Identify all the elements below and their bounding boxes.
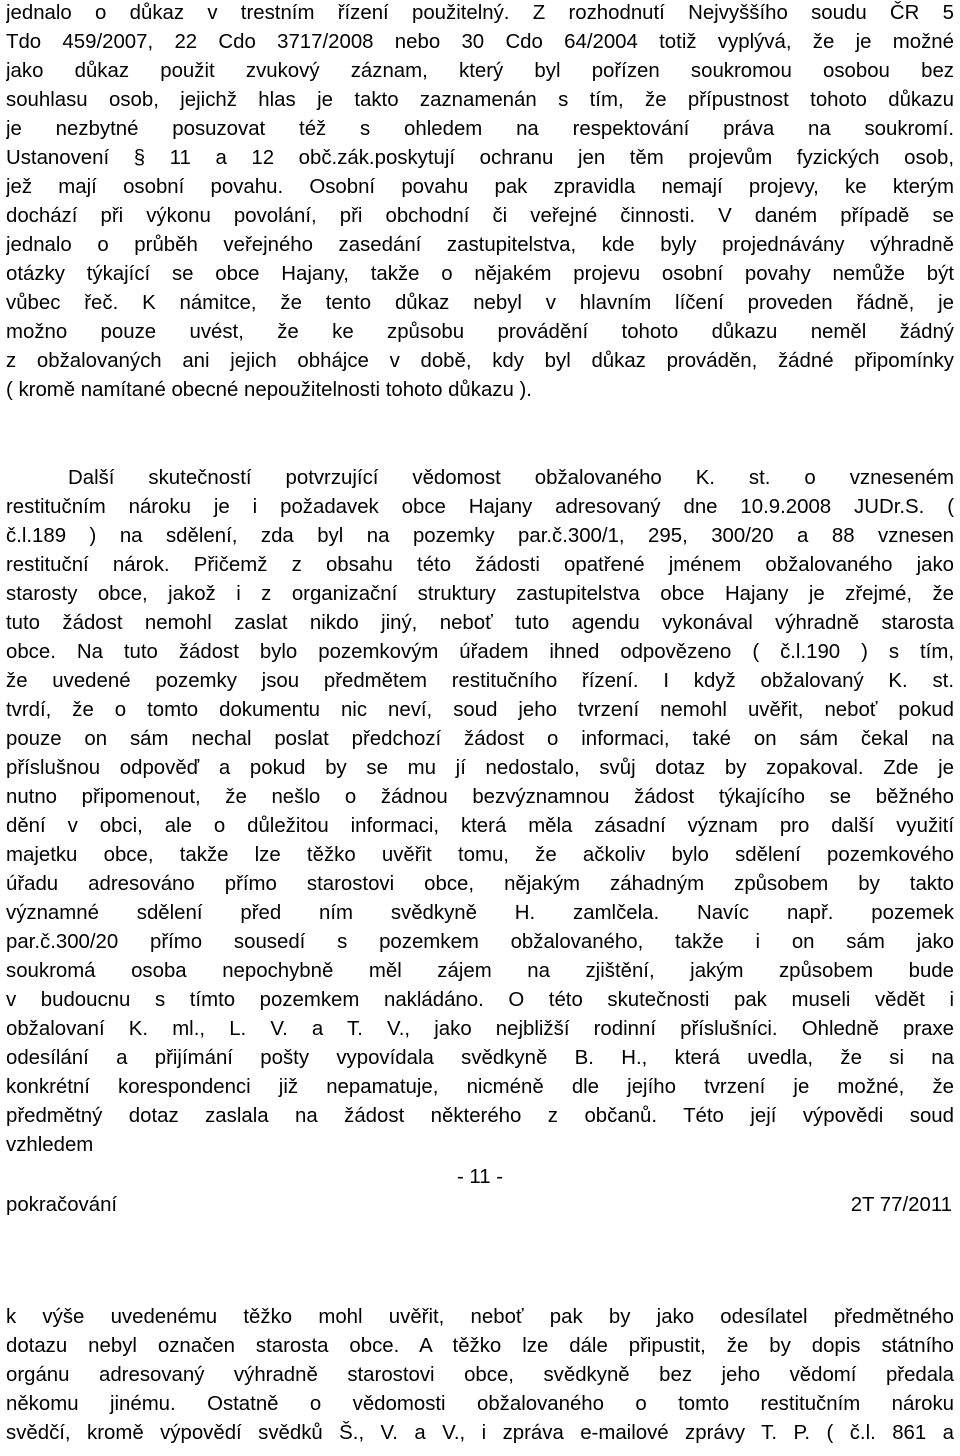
text-line: dochází při výkonu povolání, při obchodní či veřejné činnosti. V daném případě se <box>6 205 954 227</box>
text-line: svědčí, kromě výpovědí svědků Š., V. a V., i zpráva e-mailové zprávy T. P. ( č.l. 861 a <box>6 1422 954 1444</box>
text-line: konkrétní korespondenci již nepamatuje, nicméně dle jejího tvrzení je možné, že <box>6 1076 954 1098</box>
text-line: jež mají osobní povahu. Osobní povahu pak zpravidla nemají projevy, ke kterým <box>6 176 954 198</box>
text-line: jednalo o důkaz v trestním řízení použitelný. Z rozhodnutí Nejvyššího soudu ČR 5 <box>6 2 954 24</box>
text-line: v budoucnu s tímto pozemkem nakládáno. O této skutečnosti pak museli vědět i <box>6 989 954 1011</box>
text-line: soukromá osoba nepochybně měl zájem na zjištění, jakým způsobem bude <box>6 960 954 982</box>
text-line: dění v obci, ale o důležitou informaci, která měla zásadní význam pro další využití <box>6 815 954 837</box>
text-line: restitučním nároku je i požadavek obce Hajany adresovaný dne 10.9.2008 JUDr.S. ( <box>6 496 954 518</box>
text-line: par.č.300/20 přímo sousedí s pozemkem obžalovaného, takže i on sám jako <box>6 931 954 953</box>
text-line: předmětný dotaz zaslala na žádost některého z občanů. Této její výpovědi soud <box>6 1105 954 1127</box>
text-line: příslušnou odpověď a pokud by se mu jí nedostalo, svůj dotaz by zopakoval. Zde je <box>6 757 954 779</box>
text-line: odesílání a přijímání pošty vypovídala svědkyně B. H., která uvedla, že si na <box>6 1047 954 1069</box>
text-line: jako důkaz použit zvukový záznam, který byl pořízen soukromou osobou bez <box>6 60 954 82</box>
text-line: otázky týkající se obce Hajany, takže o nějakém projevu osobní povahy nemůže být <box>6 263 954 285</box>
text-line: starosty obce, jakož i z organizační struktury zastupitelstva obce Hajany je zřejmé, že <box>6 583 954 605</box>
text-line: majetku obce, takže lze těžko uvěřit tomu, že ačkoliv bylo sdělení pozemkového <box>6 844 954 866</box>
text-line: tuto žádost nemohl zaslat nikdo jiný, neboť tuto agendu vykonával výhradně starosta <box>6 612 954 634</box>
text-line: vůbec řeč. K námitce, že tento důkaz nebyl v hlavním líčení proveden řádně, je <box>6 292 954 314</box>
text-line: nutno připomenout, že nešlo o žádnou bezvýznamnou žádost týkajícího se běžného <box>6 786 954 808</box>
text-line: významné sdělení před ním svědkyně H. zamlčela. Navíc např. pozemek <box>6 902 954 924</box>
page-number: - 11 - <box>456 1166 504 1188</box>
continuation-label: pokračování <box>6 1194 118 1216</box>
text-line: někomu jinému. Ostatně o vědomosti obžalovaného o tomto restitučním nároku <box>6 1393 954 1415</box>
text-line: Tdo 459/2007, 22 Cdo 3717/2008 nebo 30 Cdo 64/2004 totiž vyplývá, že je možné <box>6 31 954 53</box>
text-line: obce. Na tuto žádost bylo pozemkovým úřadem ihned odpovězeno ( č.l.190 ) s tím, <box>6 641 954 663</box>
text-line: Další skutečností potvrzující vědomost obžalovaného K. st. o vzneseném <box>68 467 954 489</box>
text-line: pouze on sám nechal poslat předchozí žádost o informaci, také on sám čekal na <box>6 728 954 750</box>
text-line: že uvedené pozemky jsou předmětem restitučního řízení. I když obžalovaný K. st. <box>6 670 954 692</box>
text-line: z obžalovaných ani jejich obhájce v době, kdy byl důkaz prováděn, žádné připomínky <box>6 350 954 372</box>
text-line: k výše uvedenému těžko mohl uvěřit, neboť pak by jako odesílatel předmětného <box>6 1306 954 1328</box>
text-line: obžalovaní K. ml., L. V. a T. V., jako nejbližší rodinní příslušníci. Ohledně praxe <box>6 1018 954 1040</box>
text-line: možno pouze uvést, že ke způsobu provádění tohoto důkazu neměl žádný <box>6 321 954 343</box>
text-line: restituční nárok. Přičemž z obsahu této žádosti opatřené jménem obžalovaného jako <box>6 554 954 576</box>
text-line: jednalo o průběh veřejného zasedání zastupitelstva, kde byly projednávány výhradně <box>6 234 954 256</box>
text-line: úřadu adresováno přímo starostovi obce, nějakým záhadným způsobem by takto <box>6 873 954 895</box>
case-number: 2T 77/2011 <box>850 1194 952 1216</box>
text-line: ( kromě namítané obecné nepoužitelnosti tohoto důkazu ). <box>6 379 532 401</box>
text-line: č.l.189 ) na sdělení, zda byl na pozemky par.č.300/1, 295, 300/20 a 88 vznesen <box>6 525 954 547</box>
text-line: orgánu adresovaný výhradně starostovi obce, svědkyně bez jeho vědomí předala <box>6 1364 954 1386</box>
text-line: Ustanovení § 11 a 12 obč.zák.poskytují ochranu jen těm projevům fyzických osob, <box>6 147 954 169</box>
text-line: dotazu nebyl označen starosta obce. A těžko lze dále připustit, že by dopis státního <box>6 1335 954 1357</box>
text-line: souhlasu osob, jejichž hlas je takto zaznamenán s tím, že přípustnost tohoto důkazu <box>6 89 954 111</box>
text-line: vzhledem <box>6 1134 94 1156</box>
text-line: je nezbytné posuzovat též s ohledem na respektování práva na soukromí. <box>6 118 954 140</box>
text-line: tvrdí, že o tomto dokumentu nic neví, soud jeho tvrzení nemohl uvěřit, neboť pokud <box>6 699 954 721</box>
